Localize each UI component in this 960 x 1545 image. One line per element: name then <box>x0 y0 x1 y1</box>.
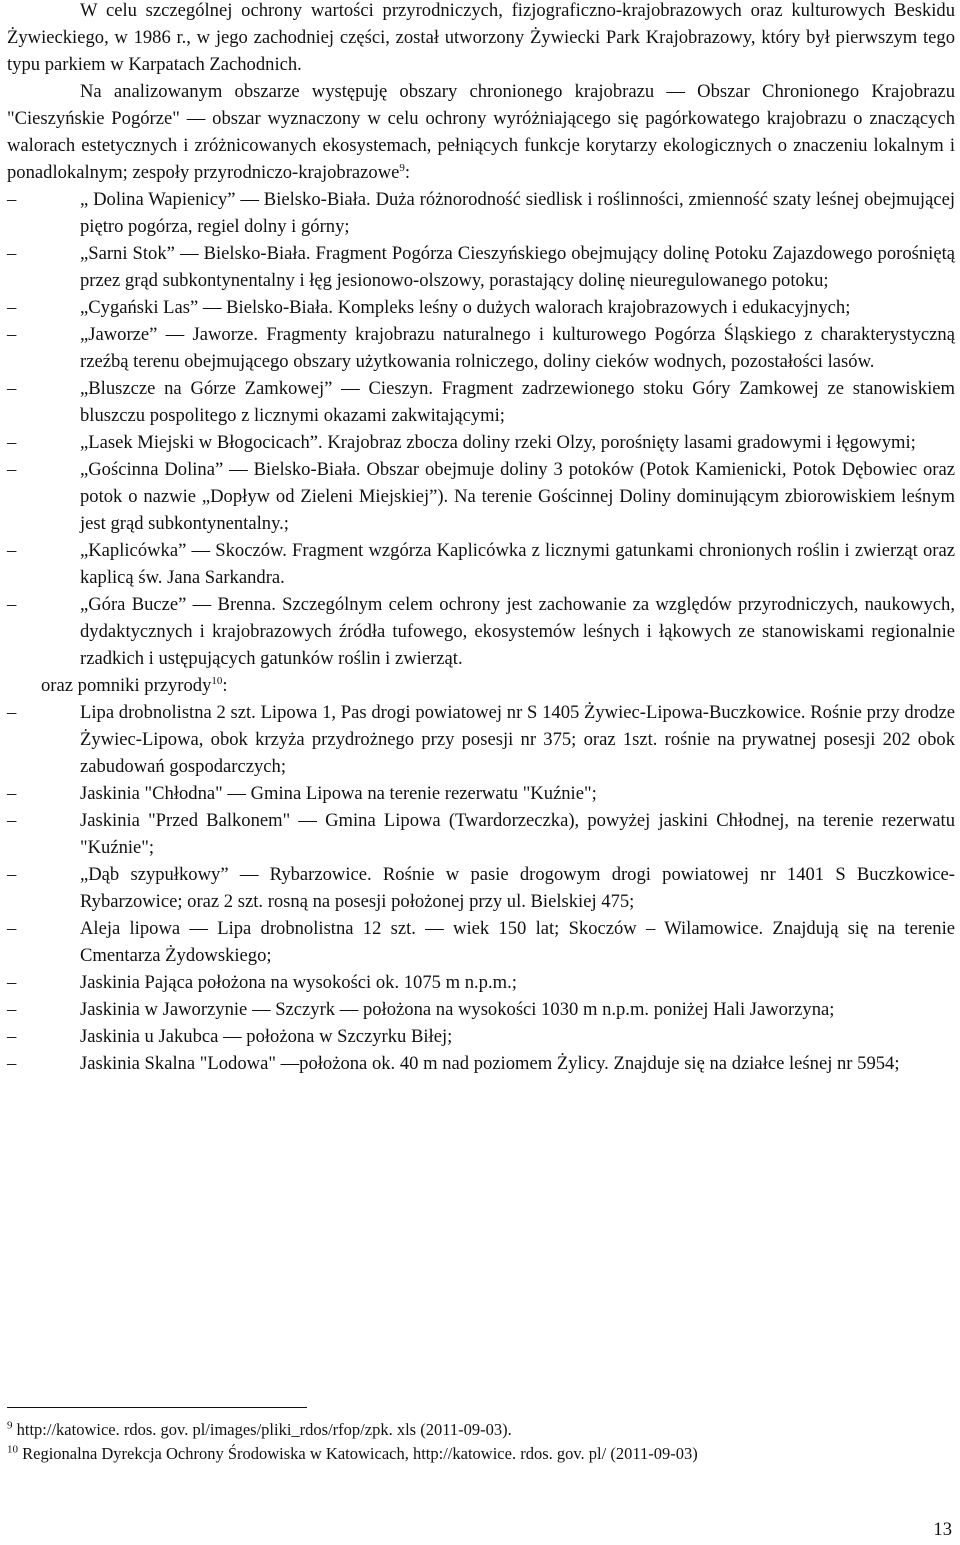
footnote-text: http://katowice. rdos. gov. pl/images/pliki_rdos/rfop/zpk. xls (2011-09-03). <box>16 1420 512 1439</box>
monument-text: Jaskinia u Jakubca — położona w Szczyrku Biłej; <box>80 1026 453 1047</box>
complex-description: Szczególnym celem ochrony jest zachowanie za względów przyrodniczych, naukowych, dydaktycznych i krajobrazowych źródła tufowego, ekosystemów leśnych i łąkowych ze stanowiskami regionalnie rzadkich i ustępujących gatunków roślin i zwierząt. <box>80 594 955 669</box>
complex-name: „Bluszcze na Górze Zamkowej” — Cieszyn. <box>80 378 434 399</box>
footnote-ref-9: 9 <box>399 161 405 174</box>
list-dash: – <box>7 864 17 885</box>
complex-description: Obszar obejmuje doliny 3 potoków (Potok Kamienicki, Potok Dębowiec oraz potok o nazwie „Dopływ od Zieleni Miejskiej”). Na terenie Gościnnej Doliny dominującym zbiorowiskiem leśnym jest grąd subkontynentalny.; <box>80 459 955 534</box>
list-dash: – <box>7 432 17 453</box>
complex-name: „Kaplicówka” — Skoczów. <box>80 540 287 561</box>
list-item <box>7 1050 955 1077</box>
monument-text: Jaskinia "Chłodna" — Gmina Lipowa na terenie rezerwatu "Kuźnie"; <box>80 783 597 804</box>
list-dash: – <box>7 297 17 318</box>
nature-monuments-intro <box>7 672 955 699</box>
list-dash: – <box>7 459 17 480</box>
list-dash: – <box>7 189 17 210</box>
monument-text: Lipa drobnolistna 2 szt. Lipowa 1, Pas drogi powiatowej nr S 1405 Żywiec-Lipowa-Buczkowice. Rośnie przy drodze Żywiec-Lipowa, obok krzyża przydrożnego przy posesji nr 375; oraz 1szt. rośnie na prywatnej posesji 202 obok zabudowań gospodarczych; <box>80 702 955 777</box>
body-text <box>7 0 955 1077</box>
nature-monuments-intro-text: oraz pomniki przyrody <box>41 675 212 696</box>
list-item <box>7 294 955 321</box>
complex-description: Krajobraz zbocza doliny rzeki Olzy, porośnięty lasami gradowymi i łęgowymi; <box>327 432 916 453</box>
list-item <box>7 321 955 375</box>
complex-name: „Cygański Las” — Bielsko-Biała. <box>80 297 334 318</box>
list-dash: – <box>7 540 17 561</box>
monument-text: Aleja lipowa — Lipa drobnolistna 12 szt. — wiek 150 lat; Skoczów – Wilamowice. Znajdują się na terenie Cmentarza Żydowskiego; <box>80 918 955 966</box>
list-item <box>7 699 955 780</box>
monument-text: Jaskinia Skalna "Lodowa" —położona ok. 40 m nad poziomem Żylicy. Znajduje się na działce leśnej nr 5954; <box>80 1053 900 1074</box>
list-item <box>7 780 955 807</box>
list-dash: – <box>7 243 17 264</box>
complex-name: „Jaworze” — Jaworze. <box>80 324 259 345</box>
list-item <box>7 537 955 591</box>
list-item <box>7 1023 955 1050</box>
monument-text: Jaskinia Pająca położona na wysokości ok. 1075 m n.p.m.; <box>80 972 517 993</box>
nature-monuments-list <box>7 699 955 1077</box>
list-item <box>7 969 955 996</box>
complex-description: Fragmenty krajobrazu naturalnego i kulturowego Pogórza Śląskiego z charakterystyczną rzeźbą terenu obejmującego obszary użytkowania rolniczego, doliny cieków wodnych, pozostałości lasów. <box>80 324 955 372</box>
list-dash: – <box>7 378 17 399</box>
list-dash: – <box>7 810 17 831</box>
list-item <box>7 915 955 969</box>
list-item <box>7 861 955 915</box>
list-dash: – <box>7 918 17 939</box>
footnote-number: 10 <box>7 1443 18 1456</box>
footnote-number: 9 <box>7 1419 13 1432</box>
colon: : <box>404 162 411 183</box>
list-item <box>7 186 955 240</box>
complex-name: „Sarni Stok” — Bielsko-Biała. <box>80 243 311 264</box>
list-item <box>7 429 955 456</box>
monument-text: „Dąb szypułkowy” — Rybarzowice. Rośnie w pasie drogowym drogi powiatowej nr 1401 S Buczkowice-Rybarzowice; oraz 2 szt. rosną na posesji położonej przy ul. Bielskiej 475; <box>80 864 955 912</box>
monument-text: Jaskinia "Przed Balkonem" — Gmina Lipowa (Twardorzeczka), powyżej jaskini Chłodnej, na terenie rezerwatu "Kuźnie"; <box>80 810 955 858</box>
complex-description: Fragment Pogórza Cieszyńskiego obejmujący dolinę Potoku Zajazdowego porośniętą przez grąd subkontynentalny i łęg jesionowo-olszowy, porastający dolinę nieuregulowanego potoku; <box>80 243 955 291</box>
page-number: 13 <box>933 1519 952 1540</box>
list-item <box>7 375 955 429</box>
paragraph-protected-landscape-text: Na analizowanym obszarze występuję obszary chronionego krajobrazu — Obszar Chronionego Krajobrazu "Cieszyńskie Pogórze" — obszar wyznaczony w celu ochrony wyróżniającego się pagórkowatego krajobrazu o znaczących walorach estetycznych i zróżnicowanych ekosystemach, pełniących funkcje korytarzy ekologicznych o znaczeniu lokalnym i ponadlokalnym; zespoły przyrodniczo-krajobrazowe <box>7 81 955 183</box>
list-dash: – <box>7 1026 17 1047</box>
footnote-text: Regionalna Dyrekcja Ochrony Środowiska w Katowicach, http://katowice. rdos. gov. pl/ (2011-09-03) <box>22 1444 698 1463</box>
list-item <box>7 456 955 537</box>
complex-description: Fragment zadrzewionego stoku Góry Zamkowej ze stanowiskiem bluszczu pospolitego z licznymi okazami zakwitającymi; <box>80 378 955 426</box>
list-dash: – <box>7 324 17 345</box>
monument-text: Jaskinia w Jaworzynie — Szczyrk — położona na wysokości 1030 m n.p.m. poniżej Hali Jaworzyna; <box>80 999 835 1020</box>
footnote-ref-10: 10 <box>211 674 223 687</box>
complex-name: „Gościnna Dolina” — Bielsko-Biała. <box>80 459 361 480</box>
paragraph-zywiecki-park: W celu szczególnej ochrony wartości przyrodniczych, fizjograficzno-krajobrazowych oraz kulturowych Beskidu Żywieckiego, w 1986 r., w jego zachodniej części, został utworzony Żywiecki Park Krajobrazowy, który był pierwszym tego typu parkiem w Karpatach Zachodnich. <box>7 0 955 75</box>
footnotes <box>7 1418 955 1466</box>
colon: : <box>222 675 228 696</box>
list-item <box>7 807 955 861</box>
list-dash: – <box>7 1053 17 1074</box>
footnote-9 <box>7 1418 955 1442</box>
complex-description: Kompleks leśny o dużych walorach krajobrazowych i edukacyjnych; <box>337 297 851 318</box>
list-item <box>7 996 955 1023</box>
list-dash: – <box>7 594 17 615</box>
landscape-complex-list <box>7 186 955 672</box>
footnote-10 <box>7 1442 955 1466</box>
complex-name: „ Dolina Wapienicy” — Bielsko-Biała. <box>80 189 371 210</box>
list-item <box>7 591 955 672</box>
list-dash: – <box>7 972 17 993</box>
complex-name: „Lasek Miejski w Błogocicach”. <box>80 432 323 453</box>
list-dash: – <box>7 999 17 1020</box>
list-dash: – <box>7 702 17 723</box>
complex-description: Fragment wzgórza Kaplicówka z licznymi gatunkami chronionych roślin i zwierząt oraz kaplicą św. Jana Sarkandra. <box>80 540 955 588</box>
complex-name: „Góra Bucze” — Brenna. <box>80 594 276 615</box>
paragraph-protected-landscape <box>7 78 955 186</box>
complex-description: Duża różnorodność siedlisk i roślinności, zmienność szaty leśnej obejmującej piętro pogórza, regiel dolny i górny; <box>80 189 955 237</box>
footnote-separator <box>7 1407 307 1408</box>
list-item <box>7 240 955 294</box>
list-dash: – <box>7 783 17 804</box>
